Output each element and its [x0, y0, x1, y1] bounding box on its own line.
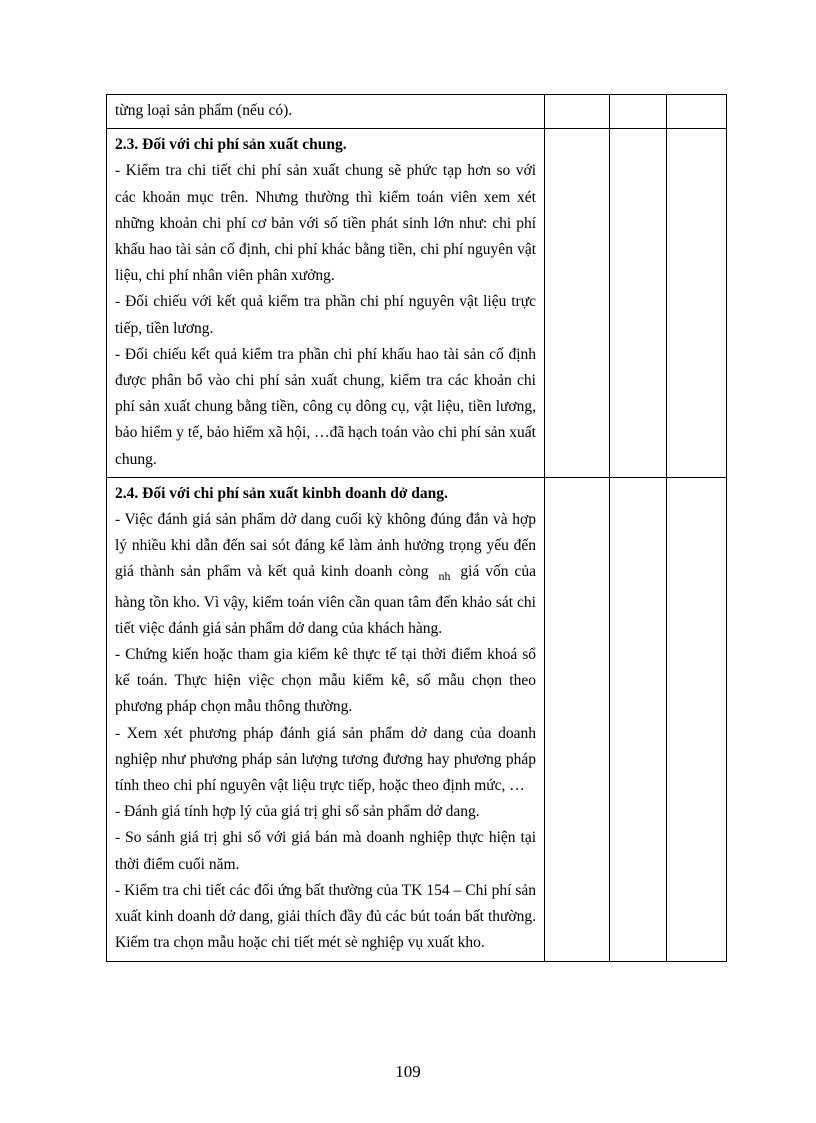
section-heading: 2.3. Đối với chi phí sản xuất chung. — [115, 136, 347, 154]
procedure-cell — [107, 477, 545, 961]
paragraph: - So sánh giá trị ghi sổ với giá bán mà doanh nghiệp thực hiện tại thời điểm cuối năm. — [115, 829, 536, 873]
empty-cell — [545, 95, 610, 129]
empty-cell — [545, 129, 610, 478]
paragraph — [115, 507, 536, 642]
table-row — [107, 95, 727, 129]
paragraph: - Đánh giá tính hợp lý của giá trị ghi sổ sản phẩm dở dang. — [115, 803, 480, 821]
audit-procedure-table — [106, 94, 727, 962]
paragraph: - Kiểm tra chi tiết các đối ứng bất thường của TK 154 – Chi phí sản xuất kinh doanh dở dang, giải thích đầy đủ các bút toán bất thường. Kiểm tra chọn mẫu hoặc chi tiết mét sè nghiệp vụ xuất kho. — [115, 881, 536, 952]
empty-cell — [667, 477, 727, 961]
page-number: 109 — [395, 1062, 421, 1081]
table-row — [107, 477, 727, 961]
continued-text: từng loại sản phẩm (nếu có). — [115, 102, 293, 119]
empty-cell — [610, 129, 667, 478]
table-row — [107, 129, 727, 478]
paragraph: - Đối chiếu kết quả kiểm tra phần chi phí khấu hao tài sản cố định được phân bổ vào chi phí sản xuất chung, kiểm tra các khoản chi phí sản xuất chung bằng tiền, công cụ dông cụ, vật liệu, tiền lương, bảo hiểm y tế, bảo hiểm xã hội, …đã hạch toán vào chi phí sản xuất chung. — [115, 345, 536, 468]
procedure-cell — [107, 95, 545, 129]
section-heading: 2.4. Đối với chi phí sản xuất kinbh doanh dở dang. — [115, 484, 448, 502]
empty-cell — [667, 129, 727, 478]
paragraph: - Kiểm tra chi tiết chi phí sản xuất chung sẽ phức tạp hơn so với các khoản mục trên. Nhưng thường thì kiểm toán viên xem xét những khoản chi phí cơ bản với số tiền phát sinh lớn như: chi phí khấu hao tài sản cố định, chi phí khác bằng tiền, chi phí nguyên vật liệu, chi phí nhân viên phân xưởng. — [115, 162, 536, 285]
paragraph: - Chứng kiến hoặc tham gia kiểm kê thực tế tại thời điểm khoá sổ kế toán. Thực hiện việc chọn mẫu kiểm kê, số mẫu chọn theo phương pháp chọn mẫu thông thường. — [115, 646, 536, 716]
empty-cell — [610, 477, 667, 961]
empty-cell — [610, 95, 667, 129]
paragraph: - Xem xét phương pháp đánh giá sản phẩm dở dang của doanh nghiệp như phương pháp sản lượng tương đương hay phương pháp tính theo chi phí nguyên vật liệu trực tiếp, hoặc theo định mức, … — [115, 724, 536, 795]
empty-cell — [667, 95, 727, 129]
empty-cell — [545, 477, 610, 961]
paragraph-text: giá vốn của hàng tồn kho. Vì vậy, kiểm toán viên cần quan tâm đến khảo sát chi tiết việc đánh giá sản phẩm dở dang của khách hàng. — [115, 563, 537, 637]
subscript-text: nh — [438, 569, 451, 584]
paragraph-text: - Việc đánh giá sản phẩm dở dang cuối kỳ không đúng đắn và hợp lý nhiều khi dẫn đến sai sót đáng kể làm ảnh hưởng trọng yếu đến giá thành sản phẩm và kết quả kinh doanh còng — [115, 511, 536, 581]
procedure-cell — [107, 129, 545, 478]
paragraph: - Đối chiếu với kết quả kiểm tra phần chi phí nguyên vật liệu trực tiếp, tiền lương. — [115, 293, 536, 337]
